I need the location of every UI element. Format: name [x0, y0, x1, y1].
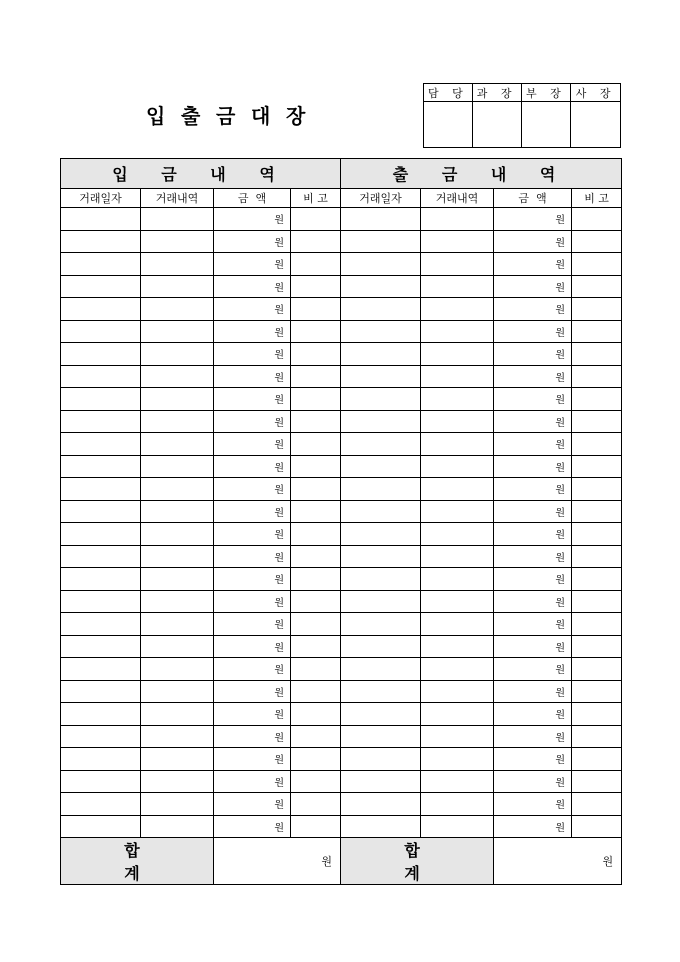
- deposit-description-cell[interactable]: [141, 500, 214, 523]
- withdrawal-note-cell[interactable]: [572, 433, 622, 456]
- deposit-date-cell[interactable]: [61, 523, 141, 546]
- withdrawal-amount-cell[interactable]: 원: [494, 613, 572, 636]
- withdrawal-description-cell[interactable]: [421, 275, 494, 298]
- deposit-total-label: 합 계: [61, 838, 214, 885]
- deposit-note-cell[interactable]: [291, 680, 341, 703]
- deposit-date-cell[interactable]: [61, 365, 141, 388]
- withdrawal-amount-cell[interactable]: 원: [494, 770, 572, 793]
- table-row: [61, 500, 622, 523]
- deposit-note-cell[interactable]: [291, 230, 341, 253]
- deposit-date-cell[interactable]: [61, 320, 141, 343]
- withdrawal-note-cell[interactable]: [572, 545, 622, 568]
- deposit-note-cell[interactable]: [291, 455, 341, 478]
- withdrawal-note-cell[interactable]: [572, 298, 622, 321]
- deposit-amount-cell[interactable]: 원: [214, 613, 291, 636]
- withdrawal-amount-cell[interactable]: 원: [494, 275, 572, 298]
- withdrawal-amount-cell[interactable]: 원: [494, 478, 572, 501]
- deposit-date-cell[interactable]: [61, 253, 141, 276]
- withdrawal-amount-cell[interactable]: 원: [494, 410, 572, 433]
- withdrawal-note-cell[interactable]: [572, 770, 622, 793]
- deposit-amount-cell[interactable]: 원: [214, 703, 291, 726]
- withdrawal-amount-cell[interactable]: 원: [494, 455, 572, 478]
- deposit-amount-cell[interactable]: 원: [214, 275, 291, 298]
- withdrawal-description-cell[interactable]: [421, 770, 494, 793]
- deposit-note-cell[interactable]: [291, 365, 341, 388]
- withdrawal-amount-cell[interactable]: 원: [494, 230, 572, 253]
- withdrawal-date-cell[interactable]: [341, 478, 421, 501]
- deposit-description-cell[interactable]: [141, 658, 214, 681]
- withdrawal-note-cell[interactable]: [572, 568, 622, 591]
- table-row: [61, 703, 622, 726]
- withdrawal-date-cell[interactable]: [341, 613, 421, 636]
- withdrawal-note-cell[interactable]: [572, 320, 622, 343]
- withdrawal-amount-cell[interactable]: 원: [494, 388, 572, 411]
- withdrawal-amount-cell[interactable]: 원: [494, 253, 572, 276]
- deposit-description-cell[interactable]: [141, 590, 214, 613]
- table-row: [61, 725, 622, 748]
- deposit-date-cell[interactable]: [61, 658, 141, 681]
- withdrawal-amount-cell[interactable]: 원: [494, 500, 572, 523]
- deposit-amount-cell[interactable]: 원: [214, 208, 291, 231]
- deposit-total-amount[interactable]: 원: [214, 838, 341, 885]
- approval-signature-cell[interactable]: [521, 102, 571, 148]
- deposit-amount-cell[interactable]: 원: [214, 680, 291, 703]
- withdrawal-description-cell[interactable]: [421, 478, 494, 501]
- table-row: [61, 455, 622, 478]
- deposit-description-cell[interactable]: [141, 568, 214, 591]
- deposit-description-cell[interactable]: [141, 815, 214, 838]
- withdrawal-date-cell[interactable]: [341, 343, 421, 366]
- withdrawal-note-cell[interactable]: [572, 410, 622, 433]
- approval-label: 과 장: [472, 84, 521, 102]
- withdrawal-amount-cell[interactable]: 원: [494, 365, 572, 388]
- withdrawal-description-cell[interactable]: [421, 725, 494, 748]
- deposit-amount-cell[interactable]: 원: [214, 320, 291, 343]
- deposit-note-cell[interactable]: [291, 703, 341, 726]
- deposit-description-cell[interactable]: [141, 433, 214, 456]
- deposit-amount-cell[interactable]: 원: [214, 500, 291, 523]
- withdrawal-amount-cell[interactable]: 원: [494, 658, 572, 681]
- withdrawal-description-cell[interactable]: [421, 298, 494, 321]
- withdrawal-date-cell[interactable]: [341, 568, 421, 591]
- deposit-amount-cell[interactable]: 원: [214, 748, 291, 771]
- withdrawal-note-cell[interactable]: [572, 230, 622, 253]
- withdrawal-note-cell[interactable]: [572, 343, 622, 366]
- deposit-note-cell[interactable]: [291, 635, 341, 658]
- withdrawal-amount-cell[interactable]: 원: [494, 725, 572, 748]
- withdrawal-date-cell[interactable]: [341, 410, 421, 433]
- deposit-date-cell[interactable]: [61, 770, 141, 793]
- withdrawal-description-cell[interactable]: [421, 208, 494, 231]
- deposit-amount-cell[interactable]: 원: [214, 545, 291, 568]
- withdrawal-amount-cell[interactable]: 원: [494, 523, 572, 546]
- deposit-note-cell[interactable]: [291, 388, 341, 411]
- deposit-date-cell[interactable]: [61, 230, 141, 253]
- column-header: 금 액: [494, 189, 572, 208]
- withdrawal-note-cell[interactable]: [572, 703, 622, 726]
- table-row: [61, 275, 622, 298]
- deposit-description-cell[interactable]: [141, 703, 214, 726]
- withdrawal-description-cell[interactable]: [421, 500, 494, 523]
- withdrawal-description-cell[interactable]: [421, 680, 494, 703]
- deposit-date-cell[interactable]: [61, 725, 141, 748]
- table-row: [61, 770, 622, 793]
- deposit-note-cell[interactable]: [291, 590, 341, 613]
- withdrawal-amount-cell[interactable]: 원: [494, 298, 572, 321]
- table-row: [61, 365, 622, 388]
- withdrawal-date-cell[interactable]: [341, 815, 421, 838]
- withdrawal-description-cell[interactable]: [421, 545, 494, 568]
- deposit-description-cell[interactable]: [141, 230, 214, 253]
- withdrawal-date-cell[interactable]: [341, 500, 421, 523]
- table-row: [61, 680, 622, 703]
- deposit-description-cell[interactable]: [141, 320, 214, 343]
- deposit-date-cell[interactable]: [61, 500, 141, 523]
- withdrawal-date-cell[interactable]: [341, 455, 421, 478]
- deposit-date-cell[interactable]: [61, 433, 141, 456]
- table-row: [61, 658, 622, 681]
- table-row: [61, 478, 622, 501]
- deposit-description-cell[interactable]: [141, 793, 214, 816]
- deposit-note-cell[interactable]: [291, 545, 341, 568]
- column-header: 거래일자: [341, 189, 421, 208]
- withdrawal-description-cell[interactable]: [421, 748, 494, 771]
- deposit-description-cell[interactable]: [141, 410, 214, 433]
- withdrawal-date-cell[interactable]: [341, 545, 421, 568]
- withdrawal-description-cell[interactable]: [421, 230, 494, 253]
- withdrawal-date-cell[interactable]: [341, 253, 421, 276]
- withdrawal-note-cell[interactable]: [572, 275, 622, 298]
- withdrawal-note-cell[interactable]: [572, 478, 622, 501]
- withdrawal-description-cell[interactable]: [421, 793, 494, 816]
- deposit-date-cell[interactable]: [61, 815, 141, 838]
- withdrawal-amount-cell[interactable]: 원: [494, 680, 572, 703]
- table-row: [61, 568, 622, 591]
- withdrawal-section-header: 출 금 내 역: [341, 159, 622, 189]
- withdrawal-amount-cell[interactable]: 원: [494, 433, 572, 456]
- table-row: [61, 815, 622, 838]
- withdrawal-note-cell[interactable]: [572, 748, 622, 771]
- withdrawal-note-cell[interactable]: [572, 680, 622, 703]
- table-row: [61, 230, 622, 253]
- withdrawal-note-cell[interactable]: [572, 208, 622, 231]
- table-row: [61, 320, 622, 343]
- deposit-date-cell[interactable]: [61, 635, 141, 658]
- approval-signature-cell[interactable]: [424, 102, 473, 148]
- deposit-date-cell[interactable]: [61, 793, 141, 816]
- withdrawal-date-cell[interactable]: [341, 208, 421, 231]
- withdrawal-date-cell[interactable]: [341, 703, 421, 726]
- deposit-amount-cell[interactable]: 원: [214, 410, 291, 433]
- deposit-description-cell[interactable]: [141, 770, 214, 793]
- title-char: 금: [216, 104, 236, 128]
- deposit-date-cell[interactable]: [61, 568, 141, 591]
- deposit-section-header: 입 금 내 역: [61, 159, 341, 189]
- withdrawal-description-cell[interactable]: [421, 433, 494, 456]
- deposit-description-cell[interactable]: [141, 613, 214, 636]
- withdrawal-amount-cell[interactable]: 원: [494, 590, 572, 613]
- deposit-note-cell[interactable]: [291, 748, 341, 771]
- withdrawal-note-cell[interactable]: [572, 455, 622, 478]
- column-header: 거래내역: [141, 189, 214, 208]
- withdrawal-date-cell[interactable]: [341, 793, 421, 816]
- deposit-description-cell[interactable]: [141, 253, 214, 276]
- deposit-amount-cell[interactable]: 원: [214, 343, 291, 366]
- deposit-amount-cell[interactable]: 원: [214, 365, 291, 388]
- column-header: 비 고: [572, 189, 622, 208]
- deposit-description-cell[interactable]: [141, 388, 214, 411]
- withdrawal-date-cell[interactable]: [341, 298, 421, 321]
- withdrawal-date-cell[interactable]: [341, 770, 421, 793]
- table-row: [61, 748, 622, 771]
- withdrawal-date-cell[interactable]: [341, 433, 421, 456]
- deposit-note-cell[interactable]: [291, 275, 341, 298]
- withdrawal-note-cell[interactable]: [572, 793, 622, 816]
- deposit-date-cell[interactable]: [61, 613, 141, 636]
- deposit-note-cell[interactable]: [291, 478, 341, 501]
- deposit-date-cell[interactable]: [61, 410, 141, 433]
- deposit-description-cell[interactable]: [141, 455, 214, 478]
- withdrawal-amount-cell[interactable]: 원: [494, 815, 572, 838]
- deposit-amount-cell[interactable]: 원: [214, 725, 291, 748]
- deposit-note-cell[interactable]: [291, 208, 341, 231]
- table-row: [61, 793, 622, 816]
- withdrawal-amount-cell[interactable]: 원: [494, 320, 572, 343]
- withdrawal-description-cell[interactable]: [421, 388, 494, 411]
- withdrawal-description-cell[interactable]: [421, 703, 494, 726]
- withdrawal-note-cell[interactable]: [572, 590, 622, 613]
- table-row: [61, 298, 622, 321]
- withdrawal-note-cell[interactable]: [572, 658, 622, 681]
- approval-label: 부 장: [521, 84, 571, 102]
- title-char: 출: [181, 104, 201, 128]
- deposit-date-cell[interactable]: [61, 748, 141, 771]
- approval-signature-cell[interactable]: [571, 102, 621, 148]
- withdrawal-amount-cell[interactable]: 원: [494, 703, 572, 726]
- withdrawal-description-cell[interactable]: [421, 815, 494, 838]
- deposit-note-cell[interactable]: [291, 613, 341, 636]
- deposit-date-cell[interactable]: [61, 680, 141, 703]
- deposit-note-cell[interactable]: [291, 568, 341, 591]
- withdrawal-total-label: 합 계: [341, 838, 494, 885]
- deposit-amount-cell[interactable]: 원: [214, 433, 291, 456]
- approval-label: 담 당: [424, 84, 473, 102]
- table-row: [61, 410, 622, 433]
- withdrawal-amount-cell[interactable]: 원: [494, 568, 572, 591]
- withdrawal-description-cell[interactable]: [421, 658, 494, 681]
- deposit-description-cell[interactable]: [141, 298, 214, 321]
- deposit-amount-cell[interactable]: 원: [214, 770, 291, 793]
- deposit-date-cell[interactable]: [61, 343, 141, 366]
- withdrawal-note-cell[interactable]: [572, 388, 622, 411]
- approval-box: [423, 83, 621, 148]
- withdrawal-amount-cell[interactable]: 원: [494, 343, 572, 366]
- deposit-description-cell[interactable]: [141, 523, 214, 546]
- deposit-date-cell[interactable]: [61, 590, 141, 613]
- deposit-note-cell[interactable]: [291, 793, 341, 816]
- deposit-amount-cell[interactable]: 원: [214, 523, 291, 546]
- column-header: 금 액: [214, 189, 291, 208]
- table-row: [61, 388, 622, 411]
- withdrawal-date-cell[interactable]: [341, 320, 421, 343]
- deposit-note-cell[interactable]: [291, 815, 341, 838]
- withdrawal-note-cell[interactable]: [572, 365, 622, 388]
- table-row: [61, 523, 622, 546]
- deposit-note-cell[interactable]: [291, 410, 341, 433]
- deposit-amount-cell[interactable]: 원: [214, 568, 291, 591]
- withdrawal-date-cell[interactable]: [341, 388, 421, 411]
- table-row: [61, 635, 622, 658]
- withdrawal-amount-cell[interactable]: 원: [494, 748, 572, 771]
- table-row: [61, 208, 622, 231]
- withdrawal-note-cell[interactable]: [572, 500, 622, 523]
- deposit-description-cell[interactable]: [141, 365, 214, 388]
- deposit-description-cell[interactable]: [141, 680, 214, 703]
- deposit-note-cell[interactable]: [291, 343, 341, 366]
- table-row: [61, 433, 622, 456]
- deposit-date-cell[interactable]: [61, 298, 141, 321]
- withdrawal-amount-cell[interactable]: 원: [494, 635, 572, 658]
- withdrawal-description-cell[interactable]: [421, 253, 494, 276]
- withdrawal-note-cell[interactable]: [572, 253, 622, 276]
- deposit-date-cell[interactable]: [61, 455, 141, 478]
- deposit-note-cell[interactable]: [291, 253, 341, 276]
- withdrawal-date-cell[interactable]: [341, 230, 421, 253]
- table-row: [61, 545, 622, 568]
- ledger-table: [60, 158, 622, 885]
- deposit-amount-cell[interactable]: 원: [214, 793, 291, 816]
- withdrawal-date-cell[interactable]: [341, 658, 421, 681]
- table-row: [61, 590, 622, 613]
- column-header: 거래내역: [421, 189, 494, 208]
- withdrawal-description-cell[interactable]: [421, 613, 494, 636]
- deposit-description-cell[interactable]: [141, 748, 214, 771]
- withdrawal-note-cell[interactable]: [572, 725, 622, 748]
- deposit-date-cell[interactable]: [61, 703, 141, 726]
- withdrawal-amount-cell[interactable]: 원: [494, 208, 572, 231]
- table-row: [61, 343, 622, 366]
- withdrawal-description-cell[interactable]: [421, 568, 494, 591]
- page-title: [146, 100, 346, 130]
- withdrawal-note-cell[interactable]: [572, 523, 622, 546]
- deposit-date-cell[interactable]: [61, 208, 141, 231]
- deposit-date-cell[interactable]: [61, 275, 141, 298]
- withdrawal-date-cell[interactable]: [341, 365, 421, 388]
- deposit-description-cell[interactable]: [141, 208, 214, 231]
- deposit-date-cell[interactable]: [61, 545, 141, 568]
- deposit-amount-cell[interactable]: 원: [214, 478, 291, 501]
- deposit-note-cell[interactable]: [291, 523, 341, 546]
- table-row: [61, 613, 622, 636]
- withdrawal-date-cell[interactable]: [341, 590, 421, 613]
- approval-signature-cell[interactable]: [472, 102, 521, 148]
- table-row: [61, 253, 622, 276]
- column-header: 거래일자: [61, 189, 141, 208]
- deposit-note-cell[interactable]: [291, 770, 341, 793]
- withdrawal-date-cell[interactable]: [341, 523, 421, 546]
- withdrawal-date-cell[interactable]: [341, 680, 421, 703]
- deposit-amount-cell[interactable]: 원: [214, 388, 291, 411]
- deposit-amount-cell[interactable]: 원: [214, 253, 291, 276]
- withdrawal-note-cell[interactable]: [572, 613, 622, 636]
- withdrawal-date-cell[interactable]: [341, 635, 421, 658]
- withdrawal-description-cell[interactable]: [421, 410, 494, 433]
- withdrawal-description-cell[interactable]: [421, 365, 494, 388]
- withdrawal-note-cell[interactable]: [572, 635, 622, 658]
- deposit-amount-cell[interactable]: 원: [214, 658, 291, 681]
- deposit-description-cell[interactable]: [141, 275, 214, 298]
- deposit-description-cell[interactable]: [141, 343, 214, 366]
- deposit-date-cell[interactable]: [61, 478, 141, 501]
- withdrawal-date-cell[interactable]: [341, 275, 421, 298]
- deposit-amount-cell[interactable]: 원: [214, 230, 291, 253]
- title-char: 입: [146, 104, 166, 128]
- column-header: 비 고: [291, 189, 341, 208]
- deposit-amount-cell[interactable]: 원: [214, 298, 291, 321]
- withdrawal-description-cell[interactable]: [421, 635, 494, 658]
- deposit-note-cell[interactable]: [291, 658, 341, 681]
- withdrawal-amount-cell[interactable]: 원: [494, 545, 572, 568]
- deposit-description-cell[interactable]: [141, 478, 214, 501]
- withdrawal-note-cell[interactable]: [572, 815, 622, 838]
- title-char: 대: [251, 104, 271, 128]
- deposit-note-cell[interactable]: [291, 433, 341, 456]
- deposit-description-cell[interactable]: [141, 635, 214, 658]
- deposit-description-cell[interactable]: [141, 725, 214, 748]
- deposit-note-cell[interactable]: [291, 725, 341, 748]
- withdrawal-amount-cell[interactable]: 원: [494, 793, 572, 816]
- deposit-amount-cell[interactable]: 원: [214, 635, 291, 658]
- withdrawal-date-cell[interactable]: [341, 725, 421, 748]
- withdrawal-description-cell[interactable]: [421, 523, 494, 546]
- title-char: 장: [286, 104, 306, 128]
- withdrawal-total-amount[interactable]: 원: [494, 838, 622, 885]
- deposit-amount-cell[interactable]: 원: [214, 455, 291, 478]
- deposit-amount-cell[interactable]: 원: [214, 815, 291, 838]
- deposit-description-cell[interactable]: [141, 545, 214, 568]
- approval-label: 사 장: [571, 84, 621, 102]
- deposit-note-cell[interactable]: [291, 320, 341, 343]
- withdrawal-description-cell[interactable]: [421, 590, 494, 613]
- withdrawal-description-cell[interactable]: [421, 455, 494, 478]
- withdrawal-description-cell[interactable]: [421, 343, 494, 366]
- withdrawal-description-cell[interactable]: [421, 320, 494, 343]
- deposit-date-cell[interactable]: [61, 388, 141, 411]
- deposit-note-cell[interactable]: [291, 298, 341, 321]
- withdrawal-date-cell[interactable]: [341, 748, 421, 771]
- deposit-note-cell[interactable]: [291, 500, 341, 523]
- deposit-amount-cell[interactable]: 원: [214, 590, 291, 613]
